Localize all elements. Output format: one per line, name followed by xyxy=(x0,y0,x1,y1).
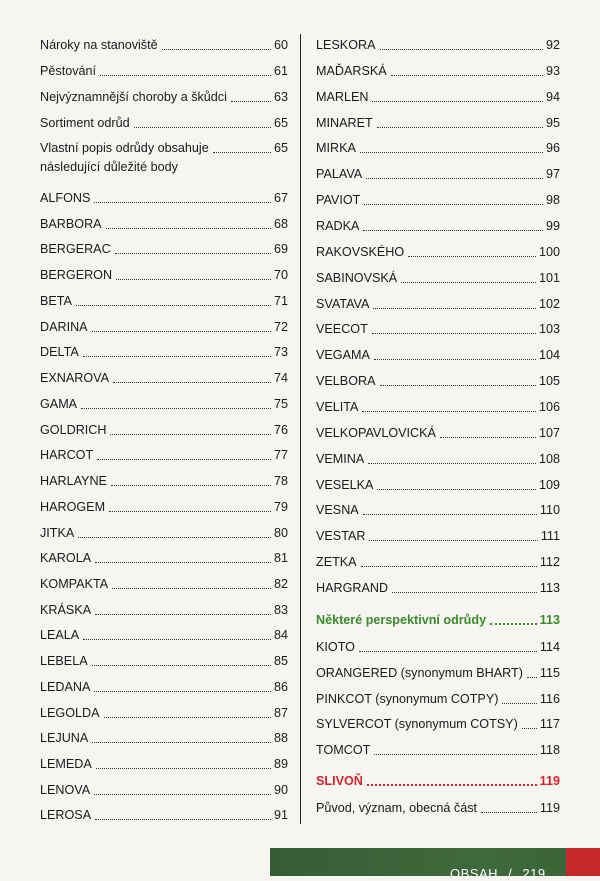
toc-section-heading-green[interactable]: Některé perspektivní odrůdy 113 xyxy=(316,613,560,627)
toc-entry[interactable]: ORANGERED (synonymum BHART) 115 xyxy=(316,666,560,680)
toc-entry[interactable]: EXNAROVA 74 xyxy=(40,371,288,385)
toc-entry[interactable]: Nároky na stanoviště 60 xyxy=(40,38,288,52)
toc-entry[interactable]: LEDANA 86 xyxy=(40,680,288,694)
toc-entry[interactable]: HARCOT 77 xyxy=(40,448,288,462)
footer-page-label xyxy=(450,866,546,881)
toc-entry[interactable]: Sortiment odrůd 65 xyxy=(40,116,288,130)
toc-entry[interactable]: KAROLA 81 xyxy=(40,551,288,565)
toc-entry[interactable]: VESTAR 111 xyxy=(316,529,560,543)
toc-entry[interactable]: VELITA 106 xyxy=(316,400,560,414)
toc-entry[interactable]: VELBORA 105 xyxy=(316,374,560,388)
toc-entry[interactable]: RADKA 99 xyxy=(316,219,560,233)
toc-entry[interactable]: LESKORA 92 xyxy=(316,38,560,52)
toc-entry[interactable]: TOMCOT 118 xyxy=(316,743,560,757)
footer-separator: / xyxy=(508,866,513,881)
toc-entry[interactable]: DELTA 73 xyxy=(40,345,288,359)
toc-entry[interactable]: KRÁSKA 83 xyxy=(40,603,288,617)
toc-entry[interactable]: KOMPAKTA 82 xyxy=(40,577,288,591)
toc-entry[interactable]: HARLAYNE 78 xyxy=(40,474,288,488)
toc-entry-continuation: následující důležité body xyxy=(40,160,178,174)
toc-entry[interactable]: PALAVA 97 xyxy=(316,167,560,181)
toc-entry[interactable]: VEECOT 103 xyxy=(316,322,560,336)
toc-entry[interactable]: PAVIOT 98 xyxy=(316,193,560,207)
toc-entry[interactable]: LEROSA 91 xyxy=(40,808,288,822)
toc-entry[interactable]: BARBORA 68 xyxy=(40,217,288,231)
toc-entry[interactable]: LEALA 84 xyxy=(40,628,288,642)
toc-entry[interactable]: Pěstování 61 xyxy=(40,64,288,78)
toc-entry[interactable]: VESELKA 109 xyxy=(316,478,560,492)
toc-entry[interactable]: VESNA 110 xyxy=(316,503,560,517)
toc-entry[interactable]: VELKOPAVLOVICKÁ 107 xyxy=(316,426,560,440)
toc-entry[interactable]: LEBELA 85 xyxy=(40,654,288,668)
column-divider xyxy=(300,34,301,824)
toc-entry[interactable]: SYLVERCOT (synonymum COTSY) 117 xyxy=(316,717,560,731)
toc-entry[interactable]: MAĎARSKÁ 93 xyxy=(316,64,560,78)
toc-entry[interactable]: HARGRAND 113 xyxy=(316,581,560,595)
toc-entry[interactable]: HAROGEM 79 xyxy=(40,500,288,514)
toc-entry[interactable]: MARLEN 94 xyxy=(316,90,560,104)
toc-entry[interactable]: Nejvýznamnější choroby a škůdci 63 xyxy=(40,90,288,104)
toc-entry[interactable]: KIOTO 114 xyxy=(316,640,560,654)
toc-entry[interactable]: MIRKA 96 xyxy=(316,141,560,155)
toc-entry[interactable]: ALFONS 67 xyxy=(40,191,288,205)
toc-entry[interactable]: BERGERON 70 xyxy=(40,268,288,282)
toc-entry[interactable]: Původ, význam, obecná část 119 xyxy=(316,801,560,815)
toc-entry[interactable]: SABINOVSKÁ 101 xyxy=(316,271,560,285)
toc-entry[interactable]: VEGAMA 104 xyxy=(316,348,560,362)
toc-entry[interactable]: LEMEDA 89 xyxy=(40,757,288,771)
toc-entry[interactable]: VEMINA 108 xyxy=(316,452,560,466)
toc-entry[interactable]: MINARET 95 xyxy=(316,116,560,130)
footer-page-number: 219 xyxy=(522,866,546,881)
toc-entry[interactable]: LEGOLDA 87 xyxy=(40,706,288,720)
toc-entry[interactable]: LEJUNA 88 xyxy=(40,731,288,745)
toc-entry[interactable]: PINKCOT (synonymum COTPY) 116 xyxy=(316,692,560,706)
toc-entry[interactable]: GOLDRICH 76 xyxy=(40,423,288,437)
toc-entry[interactable]: Vlastní popis odrůdy obsahuje 65 xyxy=(40,141,288,155)
footer-section: OBSAH xyxy=(450,866,499,881)
toc-entry[interactable]: RAKOVSKÉHO 100 xyxy=(316,245,560,259)
toc-entry[interactable]: SVATAVA 102 xyxy=(316,297,560,311)
toc-entry[interactable]: ZETKA 112 xyxy=(316,555,560,569)
toc-entry[interactable]: DARINA 72 xyxy=(40,320,288,334)
toc-entry[interactable]: BETA 71 xyxy=(40,294,288,308)
toc-entry[interactable]: JITKA 80 xyxy=(40,526,288,540)
toc-entry[interactable]: GAMA 75 xyxy=(40,397,288,411)
toc-entry[interactable]: BERGERAC 69 xyxy=(40,242,288,256)
toc-section-heading-red[interactable]: SLIVOŇ 119 xyxy=(316,774,560,788)
footer-red-tab xyxy=(566,848,600,876)
toc-entry[interactable]: LENOVA 90 xyxy=(40,783,288,797)
